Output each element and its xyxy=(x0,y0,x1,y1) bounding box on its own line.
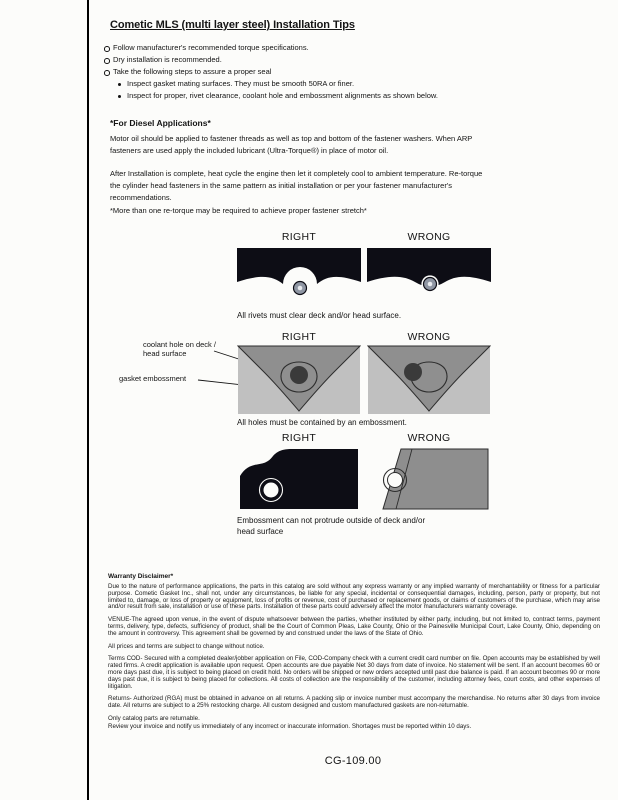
warranty-paragraph: VENUE-The agreed upon venue, in the event of dispute whatsoever between the parties, whether instituted by either party, including, but not limited to, contract terms, payment terms, delivery, type, defects, sufficiency of product, shall be the Court of Common Pleas, Lake County, Ohio or the Painesville Municipal Court, Lake County, Ohio, depending on the amount in controversy. This agreement shall be governed by and construed under the laws of the State of Ohio. xyxy=(108,616,600,637)
retorque-note: *More than one re-torque may be required to achieve proper fastener stretch* xyxy=(110,206,367,215)
row2-wrong-label: WRONG xyxy=(407,331,451,343)
warranty-section xyxy=(108,573,600,737)
row3-right-label: RIGHT xyxy=(281,432,317,444)
rivet-clearance-right-diagram xyxy=(237,246,361,307)
coolant-wrong-icon xyxy=(367,345,491,415)
page-left-border xyxy=(87,0,89,800)
tip-item: Follow manufacturer's recommended torque specifications. xyxy=(103,42,573,54)
warranty-paragraph: Returns- Authorized (RGA) must be obtained in advance on all returns. A packing slip or invoice number must accompany the merchandise. No returns after 30 days from invoice date. All returns are subject to a 25% restocking charge. All custom designed and custom manufactured gaskets are non-returnable. xyxy=(108,695,600,710)
row1-caption: All rivets must clear deck and/or head surface. xyxy=(237,311,402,320)
diesel-paragraph-motor-oil: Motor oil should be applied to fastener threads as well as top and bottom of the fastener washers. When ARP fasteners are used apply the included lubricant (Ultra-Torque®) in place of motor oil. xyxy=(110,134,473,155)
rivet-clearance-wrong-diagram xyxy=(367,246,491,307)
rivet-wrong-icon xyxy=(367,246,491,307)
diesel-applications-heading: *For Diesel Applications* xyxy=(110,118,211,128)
row1-wrong-label: WRONG xyxy=(407,231,451,243)
rivet-right-icon xyxy=(237,246,361,307)
page-number: CG-109.00 xyxy=(324,755,382,767)
coolant-hole-wrong-diagram xyxy=(367,345,491,415)
subtip-item: Inspect gasket mating surfaces. They must be smooth 50RA or finer. xyxy=(117,78,587,90)
warranty-paragraph: All prices and terms are subject to change without notice. xyxy=(108,642,265,650)
gasket-embossment-annotation: gasket embossment xyxy=(119,374,187,383)
warranty-paragraph: Terms COD- Secured with a completed dealer/jobber application on File, COD-Company check with a current credit card number on file. Open accounts may be established by well rated firms. A credit application is available upon request. Open accounts are due payable Net 30 days from date of invoice. No statement will be sent. If an account becomes 60 or more days past due, it is subject to being placed on credit hold. No orders will be shipped or new orders accepted until past due balance is paid. If an account becomes 90 or more days past due, it is subject to being placed for collections. All costs of collection are the responsibility of the customer, including attorney fees, court costs, and other expenses of litigation. xyxy=(108,655,600,690)
row1-right-label: RIGHT xyxy=(281,231,317,243)
subtip-item: Inspect for proper, rivet clearance, coolant hole and embossment alignments as shown below. xyxy=(117,90,587,102)
embossment-wrong-diagram xyxy=(367,446,491,512)
diesel-paragraph-heat-cycle: After Installation is complete, heat cycle the engine then let it completely cool to ambient temperature. Re-torque the cylinder head fasteners in the same pattern as initial installation or per your fastener manufacturer's recommendations. xyxy=(110,169,483,202)
coolant-right-icon xyxy=(237,345,361,415)
warranty-paragraph: Review your invoice and notify us immediately of any incorrect or inaccurate information. Shortages must be reported within 10 days. xyxy=(108,722,472,730)
installation-tips-list xyxy=(103,42,573,78)
coolant-hole-annotation: coolant hole on deck / head surface xyxy=(143,340,216,358)
warranty-heading: Warranty Disclaimer* xyxy=(108,573,174,580)
installation-subtips-list xyxy=(117,78,587,102)
tip-item: Dry installation is recommended. xyxy=(103,54,573,66)
tip-item: Take the following steps to assure a proper seal xyxy=(103,66,573,78)
coolant-hole-right-diagram xyxy=(237,345,361,415)
row3-caption: Embossment can not protrude outside of deck and/or head surface xyxy=(237,516,426,536)
embossment-wrong-icon xyxy=(367,446,491,512)
row2-caption: All holes must be contained by an embossment. xyxy=(237,418,407,427)
warranty-paragraph: Due to the nature of performance applications, the parts in this catalog are sold without any express warranty or any implied warranty of merchantability or fitness for a particular purpose. Cometic Gasket Inc., shall not, under any circumstances, be liable for any special, incidental or consequential damages, including, person, party or property, but not limited to, damage, or loss of property or equipment, loss of profits or revenue, cost of purchased or replacement goods, or claims of customers of the purchase, which may arise and/or result from sale, installation or use of these parts. Installation of these parts could adversely affect the motor manufacturers warranty coverage. xyxy=(108,583,600,611)
warranty-paragraph: Only catalog parts are returnable. xyxy=(108,714,200,722)
row2-right-label: RIGHT xyxy=(281,331,317,343)
embossment-right-icon xyxy=(237,446,361,512)
embossment-right-diagram xyxy=(237,446,361,512)
page-title: Cometic MLS (multi layer steel) Installation Tips xyxy=(110,19,355,31)
row3-wrong-label: WRONG xyxy=(407,432,451,444)
